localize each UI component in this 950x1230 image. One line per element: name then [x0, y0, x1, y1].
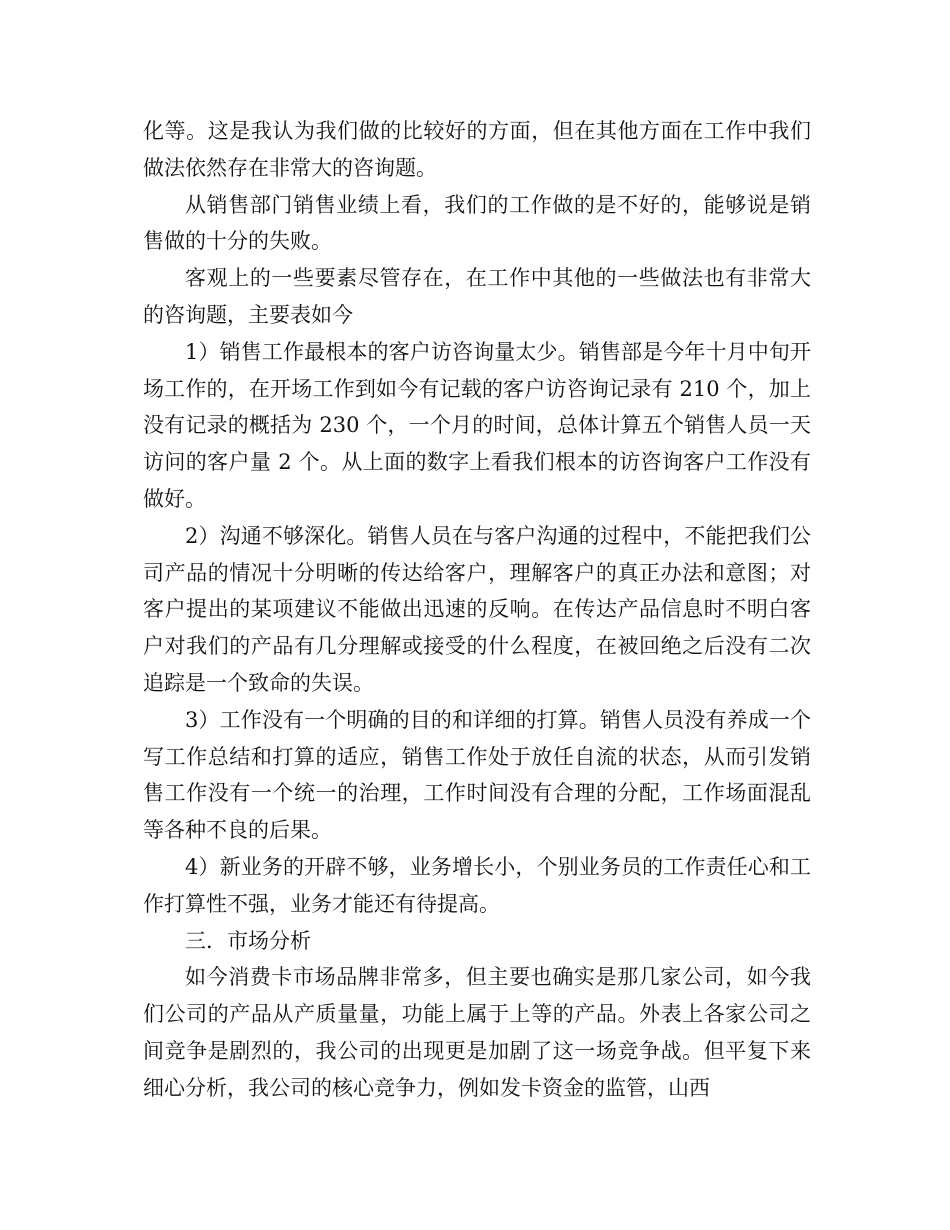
- section-heading-market-analysis: 三．市场分析: [185, 928, 311, 953]
- paragraph-item-1: 1）销售工作最根本的客户访咨询量太少。销售部是今年十月中旬开场工作的，在开场工作到如今有记载的客户访咨询记录有 210 个，加上没有记录的概括为 230 个，一个月的时间，总体计算五个销售人员一天访问的客户量 2 个。从上面的数字上看我们根本的访咨询客户工作没有做好。: [143, 339, 811, 511]
- paragraph-item-4: 4）新业务的开辟不够，业务增长小，个别业务员的工作责任心和工作打算性不强，业务才能还有待提高。: [143, 854, 811, 916]
- paragraph-market-analysis: 如今消费卡市场品牌非常多，但主要也确实是那几家公司，如今我们公司的产品从产质量量，功能上属于上等的产品。外表上各家公司之间竞争是剧烈的，我公司的出现更是加剧了这一场竞争战。但平复下来细心分析，我公司的核心竞争力，例如发卡资金的监管，山西: [143, 965, 811, 1100]
- document-page: [143, 113, 811, 1107]
- paragraph-sales-performance: 从销售部门销售业绩上看，我们的工作做的是不好的，能够说是销售做的十分的失败。: [143, 192, 811, 254]
- paragraph-item-3: 3）工作没有一个明确的目的和详细的打算。销售人员没有养成一个写工作总结和打算的适应，销售工作处于放任自流的状态，从而引发销售工作没有一个统一的治理，工作时间没有合理的分配，工作场面混乱等各种不良的后果。: [143, 707, 811, 843]
- paragraph-objective-factors: 客观上的一些要素尽管存在，在工作中其他的一些做法也有非常大的咨询题，主要表如今: [143, 266, 811, 327]
- paragraph-continuation: 化等。这是我认为我们做的比较好的方面，但在其他方面在工作中我们做法依然存在非常大的咨询题。: [143, 119, 811, 180]
- paragraph-item-2: 2）沟通不够深化。销售人员在与客户沟通的过程中，不能把我们公司产品的情况十分明晰的传达给客户，理解客户的真正办法和意图；对客户提出的某项建议不能做出迅速的反响。在传达产品信息时不明白客户对我们的产品有几分理解或接受的什么程度，在被回绝之后没有二次追踪是一个致命的失误。: [143, 523, 811, 695]
